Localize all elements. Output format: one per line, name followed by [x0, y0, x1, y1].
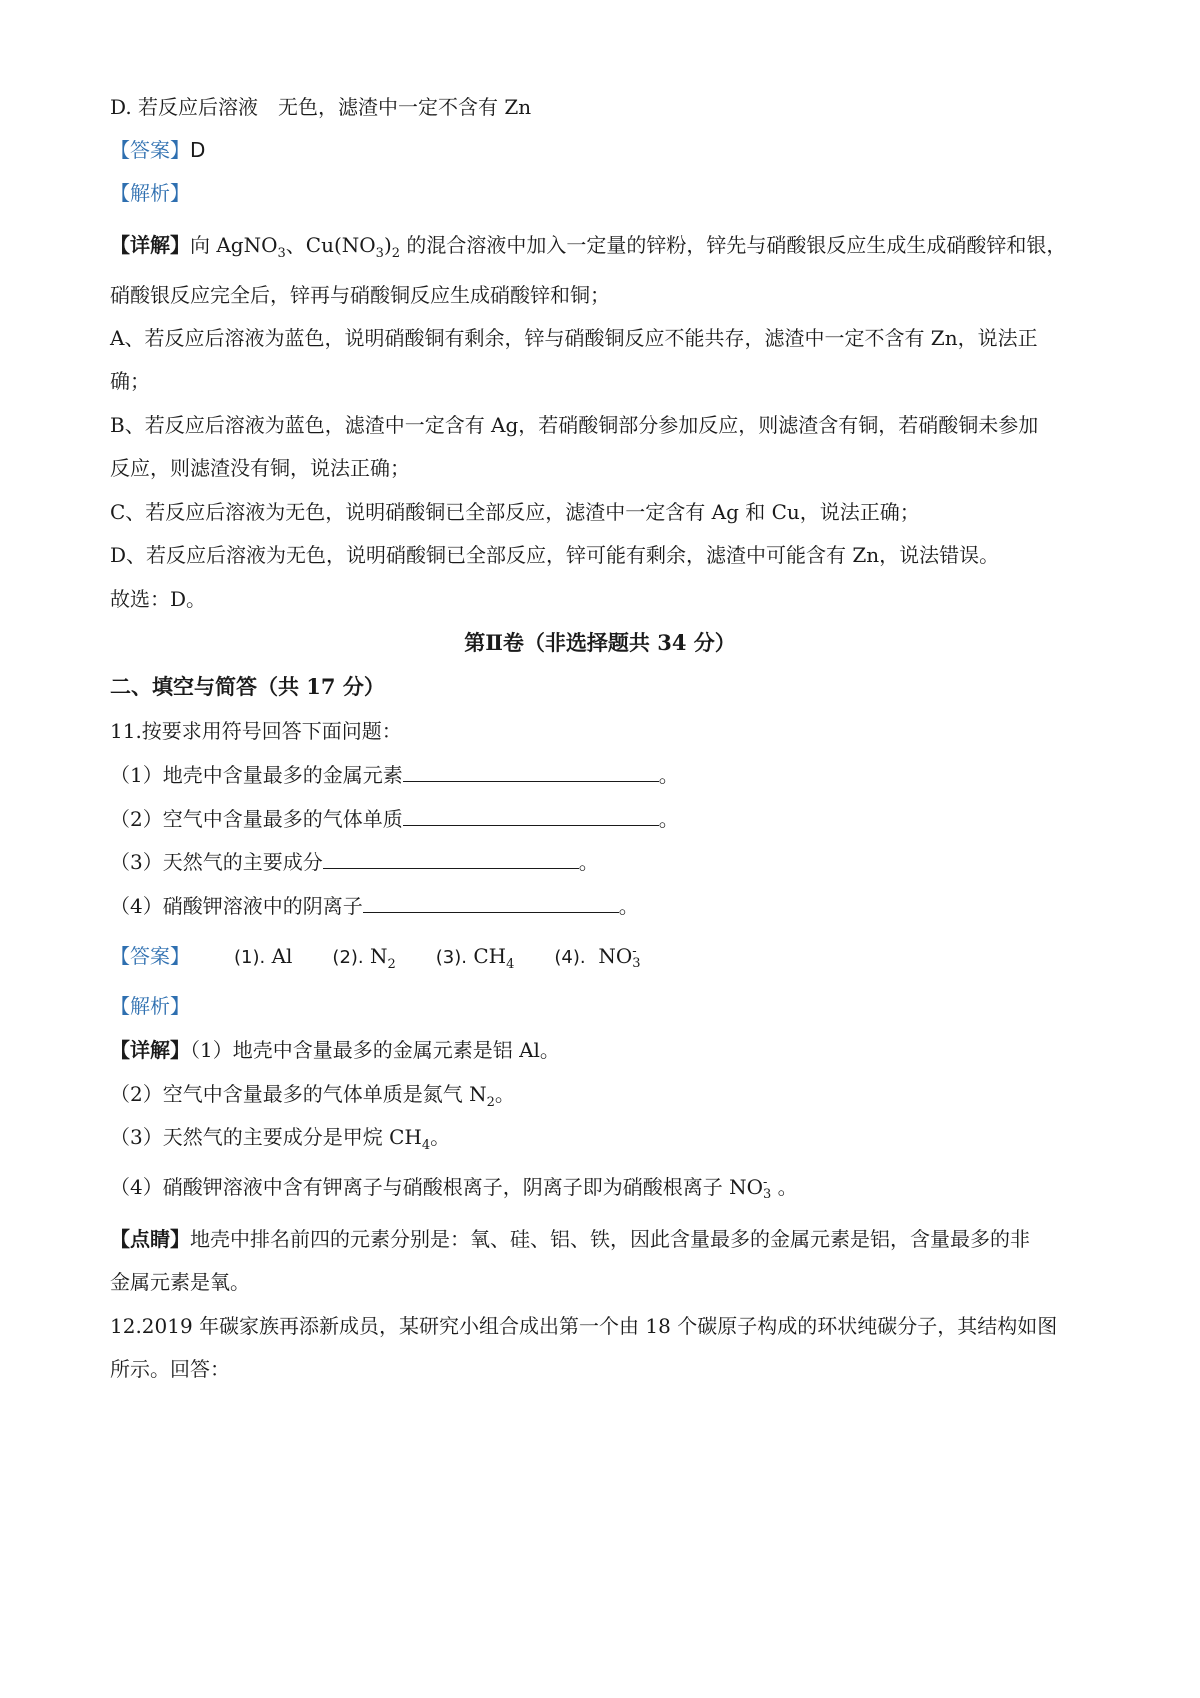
answer-number: (3). [435, 947, 467, 968]
answer-item-1 [234, 941, 292, 973]
subscript: 4 [421, 1138, 431, 1153]
q11-sub1 [110, 759, 679, 790]
analysis-a-line-1: A、若反应后溶液为蓝色，说明硝酸铜有剩余，锌与硝酸铜反应不能共存，滤渣中一定不含有 Zn，说法正 [110, 326, 1038, 350]
detail-text: 向 AgNO [190, 233, 278, 257]
period: 。 [658, 763, 679, 787]
q11-detail-4 [110, 1172, 798, 1202]
detail-text: （1）地壳中含量最多的金属元素是铝 Al。 [190, 1038, 560, 1062]
q11-sub2 [110, 803, 679, 834]
period: 。 [618, 894, 639, 918]
analysis-b-line-2: 反应，则滤渣没有铜，说法正确； [110, 456, 410, 480]
analysis-a-line-2: 确； [110, 369, 150, 393]
answer-line [110, 135, 205, 165]
subscript: 3 [632, 955, 641, 971]
detail-line-1 [110, 230, 1066, 260]
detail-text: 、Cu(NO [285, 233, 376, 257]
detail-text: 。 [430, 1125, 451, 1149]
answer-number: (4). [554, 947, 586, 968]
detail-tag: 【详解】 [110, 1038, 190, 1062]
q11-sub4 [110, 890, 639, 921]
q11-analysis-tag: 【解析】 [110, 994, 190, 1018]
period: 。 [658, 807, 679, 831]
q11-detail-2 [110, 1079, 515, 1109]
answer-blank [323, 846, 579, 869]
answer-number: (1). [234, 947, 266, 968]
q11-sub4-text: （4）硝酸钾溶液中的阴离子 [110, 894, 363, 918]
subscript: 4 [506, 957, 515, 972]
q11-sub3-text: （3）天然气的主要成分 [110, 850, 323, 874]
detail-text: （2）空气中含量最多的气体单质是氮气 N [110, 1082, 487, 1106]
answer-blank [403, 759, 659, 782]
superscript: - [762, 1174, 768, 1190]
analysis-b-line-1: B、若反应后溶液为蓝色，滤渣中一定含有 Ag，若硝酸铜部分参加反应，则滤渣含有铜，若硝酸铜未参加 [110, 413, 1039, 437]
choose-line: 故选：D。 [110, 587, 207, 611]
analysis-d-line: D、若反应后溶液为无色，说明硝酸铜已全部反应，锌可能有剩余，滤渣中可能含有 Zn，说法错误。 [110, 543, 1000, 567]
q12-stem-line-1: 12.2019 年碳家族再添新成员，某研究小组合成出第一个由 18 个碳原子构成的环状纯碳分子，其结构如图 [110, 1314, 1058, 1338]
answer-value: N [370, 944, 388, 968]
note-text: 地壳中排名前四的元素分别是：氧、硅、铝、铁，因此含量最多的金属元素是铝，含量最多的非 [190, 1227, 1030, 1251]
subscript: 3 [277, 246, 286, 261]
q11-detail-3 [110, 1122, 450, 1152]
superscript: - [632, 943, 637, 959]
detail-tag: 【详解】 [110, 233, 190, 257]
answer-value: NO [598, 944, 633, 968]
q11-sub2-text: （2）空气中含量最多的气体单质 [110, 807, 403, 831]
q11-sub1-text: （1）地壳中含量最多的金属元素 [110, 763, 403, 787]
answer-item-2 [332, 941, 395, 973]
subscript: 2 [391, 246, 401, 261]
q11-sub3 [110, 846, 599, 877]
answer-tag: 【答案】 [110, 138, 190, 162]
answer-tag: 【答案】 [110, 944, 190, 968]
q11-detail-1 [110, 1035, 560, 1065]
q11-note-line-2: 金属元素是氧。 [110, 1270, 250, 1294]
subscript: 2 [486, 1095, 495, 1110]
subscript: 2 [387, 957, 396, 972]
detail-text: （3）天然气的主要成分是甲烷 CH [110, 1125, 422, 1149]
detail-text: 。 [771, 1175, 798, 1199]
option-d: D. 若反应后溶液 无色，滤渣中一定不含有 Zn [110, 95, 532, 119]
detail-text: （4）硝酸钾溶液中含有钾离子与硝酸根离子，阴离子即为硝酸根离子 NO [110, 1175, 763, 1199]
analysis-tag: 【解析】 [110, 181, 190, 205]
analysis-c-line: C、若反应后溶液为无色，说明硝酸铜已全部反应，滤渣中一定含有 Ag 和 Cu，说法正确； [110, 500, 920, 524]
detail-line-2: 硝酸银反应完全后，锌再与硝酸铜反应生成硝酸锌和铜； [110, 283, 610, 307]
q12-stem-line-2: 所示。回答： [110, 1357, 230, 1381]
period: 。 [578, 850, 599, 874]
answer-value: CH [473, 944, 507, 968]
answer-blank [403, 803, 659, 826]
answer-item-4 [554, 941, 640, 973]
ion-script [632, 943, 641, 971]
note-tag: 【点睛】 [110, 1227, 190, 1251]
subscript: 3 [762, 1186, 772, 1202]
part-title: 二、填空与简答（共 17 分） [110, 674, 385, 699]
q11-stem: 11.按要求用符号回答下面问题： [110, 719, 402, 743]
q11-note-line-1 [110, 1224, 1030, 1254]
subscript: 3 [375, 246, 384, 261]
answer-number: (2). [332, 947, 364, 968]
answer-item-3 [436, 941, 515, 973]
detail-text: 。 [494, 1082, 515, 1106]
answer-value: D [190, 138, 206, 162]
answer-value: Al [271, 944, 293, 968]
q11-answer-line [110, 941, 681, 973]
volume-title: 第Ⅱ卷（非选择题共 34 分） [464, 630, 736, 655]
answer-blank [363, 890, 619, 913]
detail-text: ) [383, 233, 392, 257]
detail-text: 的混合溶液中加入一定量的锌粉，锌先与硝酸银反应生成生成硝酸锌和银， [400, 233, 1067, 257]
